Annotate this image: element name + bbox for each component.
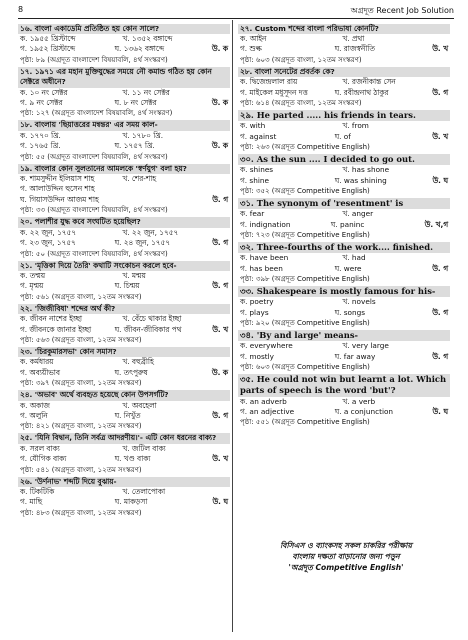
option-row: [238, 132, 450, 142]
page-reference: পৃষ্ঠা: ৬০৩ (অগ্রদূত বাংলা, ১২তম সংস্করণ): [240, 55, 362, 64]
right-column: [238, 22, 450, 428]
option-row: [238, 176, 450, 186]
option: খ. ২২ জুন, ১৭৫৭: [122, 227, 179, 237]
option: ঘ. রাজস্বনীতি: [334, 44, 375, 54]
option: ঘ. a conjunction: [334, 406, 394, 416]
option: খ. তেলাপোকা: [122, 487, 166, 496]
page-reference: পৃষ্ঠা: ৭২৩ (অগ্রদূত Competitive English): [240, 231, 370, 240]
option: গ. ১৭৬৫ খ্রি.: [20, 141, 61, 151]
question-text: ১৭. ১৯৭১ এর মহান মুক্তিযুদ্ধের সময়ে নৌ কমান্ড গঠিত হয় কোন সেক্টরে অধীনে?: [18, 67, 230, 88]
question-block: [238, 198, 450, 240]
option-row: [18, 34, 230, 44]
page-reference: পৃষ্ঠা: ৩৩ (অগ্রদূত বাংলাদেশ বিষয়াবলি, ৪র্থ সংস্করণ): [20, 206, 168, 215]
option-row: [238, 44, 450, 54]
question-block: [18, 261, 230, 303]
answer-key: উ. গ: [212, 281, 228, 291]
option: খ. প্রথা: [342, 34, 365, 43]
option: ক. poetry: [240, 297, 274, 307]
option: ঘ. ১৭৫৭ খ্রি.: [114, 141, 155, 151]
option: গ. ৯ নং সেক্টর: [20, 98, 63, 108]
option: ঘ. রবীন্দ্রনাথ ঠাকুর: [334, 87, 389, 97]
option: ক. ১৭৭০ খ্রি.: [20, 130, 61, 140]
option: ঘ. ১৩৬২ বঙ্গাব্দে: [114, 44, 164, 54]
option: ঘ. জীবন-জীবিকার পথ: [114, 324, 182, 334]
option: গ. জীবনকে জানার ইচ্ছা: [20, 324, 92, 334]
option-row: [18, 487, 230, 497]
option: ক. আইন: [240, 34, 267, 43]
option: গ. শুল্ক: [240, 44, 262, 54]
option-row: [18, 368, 230, 378]
option: গ. ২৩ জুন, ১৭৫৭: [20, 238, 76, 248]
option: খ. has shone: [342, 165, 390, 175]
option: ক. জীবন নাশের ইচ্ছা: [20, 314, 82, 324]
answer-key: উ. গ: [212, 238, 228, 248]
question-block: [18, 217, 230, 259]
option-row: [18, 314, 230, 324]
option: ক. shines: [240, 165, 274, 175]
option: খ. ১১ নং সেক্টর: [122, 87, 170, 97]
option: গ. an adjective: [240, 406, 295, 416]
question-text: ২১. 'মৃত্তিকা দিয়ে তৈরি' কথাটি সংকোচন করলে হবে-: [18, 261, 230, 271]
question-block: [238, 110, 450, 152]
running-title: অগ্রদূত Recent Job Solution: [350, 6, 454, 15]
page-reference: পৃষ্ঠা: ৫৬১ (অগ্রদূত বাংলা, ১২তম সংস্করণ): [20, 292, 142, 301]
answer-key: উ. গ: [432, 87, 448, 97]
promo-line-3: 'অগ্রদূত Competitive English': [288, 563, 404, 572]
page-reference: পৃষ্ঠা: ৩৯৭ (অগ্রদূত বাংলা, ১২তম সংস্করণ): [20, 379, 142, 388]
option: ক. with: [240, 121, 266, 131]
question-block: [238, 24, 450, 66]
option-row: [18, 238, 230, 248]
option: ক. everywhere: [240, 341, 293, 351]
option: গ. যৌগিক বাক্য: [20, 454, 67, 464]
option-row: [18, 411, 230, 421]
question-block: [18, 67, 230, 119]
option: ক. তন্ময়: [20, 270, 46, 280]
header-rule: [18, 18, 454, 19]
question-block: [18, 304, 230, 346]
option: গ. মাইকেল মধুসূদন দত্ত: [240, 87, 308, 97]
answer-key: উ. ক: [211, 367, 229, 377]
option: খ. বহুব্রীহি: [122, 357, 154, 367]
option: ঘ. far away: [334, 351, 376, 361]
option: ক. ১০ নং সেক্টর: [20, 87, 68, 97]
option: খ. ১৩৫২ বঙ্গাব্দে: [122, 34, 173, 43]
option: ঘ. songs: [334, 307, 366, 317]
question-block: [238, 286, 450, 328]
page-header: [18, 5, 454, 19]
page-reference: পৃষ্ঠা: ৫৬৩ (অগ্রদূত বাংলা, ১২তম সংস্করণ): [20, 335, 142, 344]
option-row: [238, 253, 450, 263]
answer-key: উ. গ: [212, 410, 228, 420]
option: ক. টিকটিকি: [20, 487, 55, 496]
page-reference: পৃষ্ঠা: ৬০৩ (অগ্রদূত Competitive English): [240, 363, 370, 372]
answer-key: উ. ঘ: [432, 175, 449, 185]
question-text: ১৬. বাংলা একাডেমি প্রতিষ্ঠিত হয় কোন সালে?: [18, 24, 230, 34]
option: গ. plays: [240, 307, 269, 317]
option-row: [18, 195, 230, 205]
question-text: ৩৩. Shakespeare is mostly famous for his-: [238, 286, 450, 297]
answer-key: উ. ঘ: [212, 497, 229, 507]
option: গ. shine: [240, 175, 269, 185]
option-row: [238, 397, 450, 407]
option: খ. had: [342, 253, 366, 263]
option: খ. anger: [342, 209, 374, 219]
option: খ. রজনীকান্ত সেন: [342, 77, 396, 87]
option: খ. from: [342, 121, 369, 131]
option: গ. mostly: [240, 351, 275, 361]
option-row: [238, 341, 450, 351]
answer-key: উ. খ: [432, 44, 449, 54]
option-row: [238, 407, 450, 417]
option-row: [18, 497, 230, 507]
option-row: [18, 325, 230, 335]
option: গ. অব্যয়ীভাব: [20, 367, 60, 377]
option: [123, 184, 226, 194]
page-reference: পৃষ্ঠা: ৬১৪ (অগ্রদূত বাংলা, ১২তম সংস্করণ): [240, 99, 362, 108]
question-text: ১৮. বাংলায় 'ছিয়াত্তরের মন্বন্তর' এর সময় কাল-: [18, 120, 230, 130]
question-block: [18, 164, 230, 216]
option: খ. জটিল বাক্য: [122, 443, 166, 453]
question-text: ২২. 'জিজীবিষা' শব্দের অর্থ কী?: [18, 304, 230, 314]
question-text: ২৩. 'চিরকুমারসভা' কোন সমাস?: [18, 347, 230, 357]
option-row: [238, 121, 450, 131]
question-block: [18, 347, 230, 389]
page-reference: পৃষ্ঠা: ৫৪১ (অগ্রদূত বাংলা, ১২তম সংস্করণ): [20, 465, 142, 474]
option: ঘ. গিয়াসউদ্দিন আজম শাহ: [20, 194, 99, 204]
option: ক. ১৯৫৫ খ্রিস্টাব্দে: [20, 34, 76, 43]
option-row: [238, 209, 450, 219]
option: ঘ. ২৪ জুন, ১৭৫৭: [114, 238, 171, 248]
option: ঘ. খণ্ড বাক্য: [114, 454, 151, 464]
option-row: [238, 220, 450, 230]
option-row: [238, 165, 450, 175]
question-text: ৩১. The synonym of 'resentment' is: [238, 198, 450, 209]
option: গ. মৃন্ময়: [20, 281, 44, 291]
option: ক. শামসুদ্দীন ইলিয়াস শাহ: [20, 174, 95, 184]
option-row: [18, 131, 230, 141]
page-reference: পৃষ্ঠা: ৫০ (অগ্রদূত বাংলাদেশ বিষয়াবলি, ৪র্থ সংস্করণ): [20, 249, 168, 258]
option-row: [18, 88, 230, 98]
option: ক. দ্বিজেন্দ্রলাল রায়: [240, 77, 298, 87]
option: ক. সরল বাক্য: [20, 443, 60, 453]
page-number: 8: [18, 5, 24, 14]
promo-box: [246, 540, 446, 573]
question-text: ২৪. 'অভাব' অর্থে ব্যবহৃত হয়েছে কোন উপসর্গটি?: [18, 390, 230, 400]
question-text: ২৯. He parted ..... his friends in tears.: [238, 110, 450, 121]
option-row: [238, 308, 450, 318]
option: খ. মন্ময়: [122, 270, 146, 280]
option: গ. মাছি: [20, 497, 43, 507]
page-reference: পৃষ্ঠা: ৪২১ (অগ্রদূত বাংলা, ১২তম সংস্করণ): [20, 422, 142, 431]
option: ঘ. were: [334, 263, 362, 273]
answer-key: উ. খ: [212, 454, 229, 464]
option: ঘ. নিখুঁত: [114, 410, 141, 420]
question-text: ২০. পলাশীর যুদ্ধ কবে সংঘটিত হয়েছিল?: [18, 217, 230, 227]
option: গ. indignation: [240, 219, 291, 229]
page-reference: পৃষ্ঠা: ৮৯ (অগ্রদূত বাংলাদেশ বিষয়াবলি, ৪র্থ সংস্করণ): [20, 55, 168, 64]
question-block: [238, 374, 450, 428]
option: ক. fear: [240, 209, 265, 219]
answer-key: উ. গ: [432, 263, 448, 273]
answer-key: উ. ক: [211, 98, 229, 108]
option-row: [18, 271, 230, 281]
promo-line-1: বিসিএস ও ব্যাংকসহ সকল চাকরির পরীক্ষায়: [280, 541, 412, 550]
answer-key: উ. খ: [432, 131, 449, 141]
option-row: [18, 98, 230, 108]
option: ক. অকাজ: [20, 400, 50, 410]
option: ঘ. paninc: [330, 219, 365, 229]
option: ঘ. তৎপুরুষ: [114, 367, 148, 377]
option: ক. কর্মধারয়: [20, 357, 54, 367]
left-column: [18, 22, 230, 518]
option: ঘ. চিন্ময়: [114, 281, 140, 291]
question-text: ২৭. Custom শব্দের বাংলা পরিভাষা কোনটি?: [238, 24, 450, 34]
option-row: [238, 34, 450, 44]
question-text: ৩২. Three-fourths of the work.... finished.: [238, 242, 450, 253]
page-reference: পৃষ্ঠা: ৯২০ (অগ্রদূত Competitive English): [240, 319, 370, 328]
option-row: [238, 88, 450, 98]
option: গ. আলাউদ্দিন হুসেন শাহ: [20, 184, 95, 194]
option: গ. against: [240, 131, 277, 141]
question-block: [18, 120, 230, 162]
question-block: [18, 433, 230, 475]
option-row: [18, 401, 230, 411]
question-text: ২৫. 'যিনি বিদ্বান, তিনি সর্বত্র আদরণীয়।'- এটি কোন ধরনের বাক্য?: [18, 433, 230, 443]
page-reference: পৃষ্ঠা: ৩৯৮ (অগ্রদূত Competitive English): [240, 275, 370, 284]
option-row: [18, 44, 230, 54]
option: ক. ২২ জুন, ১৭৫৭: [20, 227, 77, 237]
column-divider: [232, 20, 233, 632]
option-row: [238, 264, 450, 274]
answer-key: উ. ঘ: [432, 406, 449, 416]
option-row: [18, 454, 230, 464]
option: খ. a verb: [342, 396, 376, 406]
page-reference: পৃষ্ঠা: ১২৭ (অগ্রদূত বাংলাদেশ বিষয়াবলি, ৪র্থ সংস্করণ): [20, 109, 173, 118]
question-text: ৩৪. 'By and large' means-: [238, 330, 450, 341]
option: খ. novels: [342, 297, 376, 307]
question-text: ২৮. বাংলা সনেটের প্রবর্তক কে?: [238, 67, 450, 77]
page-reference: পৃষ্ঠা: ৫৫ (অগ্রদূত বাংলাদেশ বিষয়াবলি, ৪র্থ সংস্করণ): [20, 152, 168, 161]
option: খ. ১৭৮০ খ্রি.: [122, 130, 164, 140]
option-row: [18, 357, 230, 367]
option-row: [238, 352, 450, 362]
answer-key: উ. খ: [212, 324, 229, 334]
answer-key: উ. ক: [211, 44, 229, 54]
option: ঘ. was shining: [334, 175, 387, 185]
option: ঘ. of: [334, 131, 351, 141]
option: গ. ১৯৫২ খ্রিস্টাব্দে: [20, 44, 76, 54]
answer-key: উ. গ: [212, 194, 228, 204]
promo-line-2: বাংলায় দক্ষতা বাড়ানোর জন্য পড়ুন: [292, 552, 400, 561]
question-block: [238, 154, 450, 196]
option-row: [18, 141, 230, 151]
option-row: [18, 228, 230, 238]
question-text: ১৯. বাংলার কোন সুলতানের আমলকে 'স্বর্ণযুগ' বলা হয়?: [18, 164, 230, 174]
page-reference: পৃষ্ঠা: ৩৫২ (অগ্রদূত Competitive English): [240, 187, 370, 196]
option-row: [18, 281, 230, 291]
question-block: [18, 477, 230, 519]
option-row: [18, 444, 230, 454]
answer-key: উ. ক: [211, 141, 229, 151]
option: [115, 195, 210, 205]
option: খ. very large: [342, 341, 389, 351]
option: গ. has been: [240, 263, 283, 273]
option-row: [18, 184, 230, 194]
option: ঘ. মাকড়সা: [114, 497, 148, 507]
option: খ. অবহেলা: [122, 400, 157, 410]
answer-key: উ. গ: [432, 351, 448, 361]
option: ক. have been: [240, 253, 289, 263]
answer-key: উ. খ,গ: [424, 219, 448, 229]
option: ঘ. ৮ নং সেক্টর: [114, 98, 157, 108]
question-text: ২৬. 'উর্ণনাভ' শব্দটি দিয়ে বুঝায়-: [18, 477, 230, 487]
answer-key: উ. গ: [432, 307, 448, 317]
page-reference: পৃষ্ঠা: ৪৮৩ (অগ্রদূত বাংলা, ১২তম সংস্করণ): [20, 508, 142, 517]
question-block: [238, 330, 450, 372]
page-reference: পৃষ্ঠা: ২৬৩ (অগ্রদূত Competitive English): [240, 143, 370, 152]
option: ক. an adverb: [240, 396, 287, 406]
question-block: [18, 390, 230, 432]
option-row: [238, 77, 450, 87]
question-block: [238, 67, 450, 109]
option: খ. শের-শাহ: [122, 174, 157, 184]
question-text: ৩০. As the sun .... I decided to go out.: [238, 154, 450, 165]
option: গ. অলুনি: [20, 410, 48, 420]
question-text: ৩৫. He could not win but learnt a lot. Which parts of speech is the word 'but'?: [238, 374, 450, 396]
question-block: [18, 24, 230, 66]
option-row: [238, 297, 450, 307]
option-row: [18, 174, 230, 184]
question-block: [238, 242, 450, 284]
option: খ. বেঁচে থাকার ইচ্ছা: [122, 314, 182, 324]
page-reference: পৃষ্ঠা: ৫৫১ (অগ্রদূত Competitive English): [240, 418, 370, 427]
